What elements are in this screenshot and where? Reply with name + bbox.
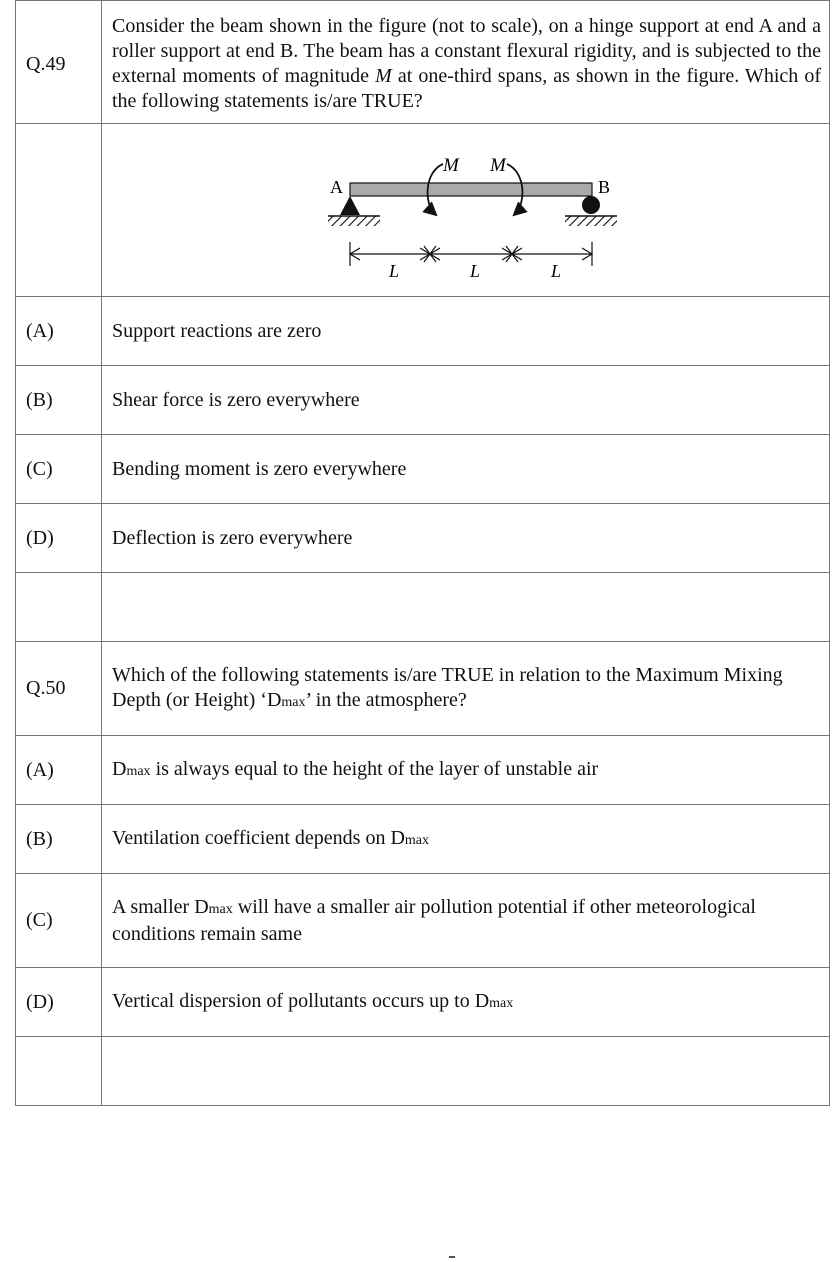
q49-option-row	[16, 366, 830, 435]
q50-option-text	[102, 736, 830, 805]
option-sub: max	[208, 901, 233, 917]
q50-option-text	[102, 805, 830, 874]
option-post: will have a smaller air pollution potential if other meteorological conditions remain same	[112, 895, 756, 945]
q49-option-label: (A)	[16, 297, 102, 366]
span-label-3: L	[551, 261, 562, 281]
q49-option-row	[16, 504, 830, 573]
q50-option-text	[102, 968, 830, 1037]
q49-stem-part1: Consider the beam shown in the figure (not to scale), on a hinge support at end A and a roller support at end B. The beam has a constant flexural rigidity, and is subjected to the external moments of magnitude	[112, 14, 821, 87]
q50-option-row	[16, 805, 830, 874]
option-pre: A smaller D	[112, 895, 209, 918]
moment-left-label: M	[443, 155, 459, 176]
page-edge-mark	[449, 1256, 455, 1258]
empty-cell	[16, 1037, 102, 1106]
option-sub: max	[404, 832, 429, 848]
q50-option-label: (C)	[16, 874, 102, 968]
spacer-row	[16, 573, 830, 642]
option-pre: Ventilation coefficient depends on D	[112, 826, 405, 849]
q49-figure-row	[16, 124, 830, 297]
option-sub: max	[489, 995, 514, 1011]
empty-cell	[16, 124, 102, 297]
option-post: is always equal to the height of the layer of unstable air	[150, 757, 599, 780]
option-pre: D	[112, 757, 127, 780]
q50-stem-part1: Which of the following statements is/are TRUE in relation to the Maximum Mixing Depth (or Height) ‘D	[112, 663, 783, 711]
q50-option-label: (A)	[16, 736, 102, 805]
q49-stem	[102, 1, 830, 124]
q49-number: Q.49	[16, 1, 102, 124]
q49-option-label: (C)	[16, 435, 102, 504]
q50-stem-row	[16, 642, 830, 736]
q50-option-label: (D)	[16, 968, 102, 1037]
q49-option-text: Shear force is zero everywhere	[102, 366, 830, 435]
q50-option-text	[102, 874, 830, 968]
hinge-support-icon	[328, 196, 380, 226]
q49-option-text: Support reactions are zero	[102, 297, 830, 366]
q49-option-text: Bending moment is zero everywhere	[102, 435, 830, 504]
q50-number: Q.50	[16, 642, 102, 736]
moment-right-label: M	[490, 155, 506, 176]
option-sub: max	[126, 763, 151, 779]
spacer-row	[16, 1037, 830, 1106]
q49-stem-part2: at one-third spans, as shown in the figure. Which of the following statements is/are TRUE?	[112, 64, 821, 112]
q50-option-label: (B)	[16, 805, 102, 874]
q49-option-label: (D)	[16, 504, 102, 573]
beam	[350, 183, 592, 196]
q49-option-label: (B)	[16, 366, 102, 435]
option-pre: Vertical dispersion of pollutants occurs up to D	[112, 989, 490, 1012]
empty-cell	[16, 573, 102, 642]
empty-cell	[102, 573, 830, 642]
q49-stem-symbol: M	[375, 64, 392, 87]
q50-option-row	[16, 874, 830, 968]
q49-stem-row	[16, 1, 830, 124]
question-table	[15, 0, 830, 1106]
label-a: A	[330, 177, 343, 197]
q49-figure-cell	[102, 124, 830, 297]
q50-stem	[102, 642, 830, 736]
span-label-2: L	[470, 261, 481, 281]
beam-figure	[102, 124, 840, 296]
q50-option-row	[16, 736, 830, 805]
q49-option-text: Deflection is zero everywhere	[102, 504, 830, 573]
q50-stem-sub: max	[281, 694, 306, 710]
q49-option-row	[16, 297, 830, 366]
q50-option-row	[16, 968, 830, 1037]
label-b: B	[598, 177, 611, 197]
empty-cell	[102, 1037, 830, 1106]
q49-option-row	[16, 435, 830, 504]
roller-support-icon	[565, 196, 617, 226]
span-label-1: L	[389, 261, 400, 281]
q50-stem-part2: ’ in the atmosphere?	[305, 688, 467, 711]
